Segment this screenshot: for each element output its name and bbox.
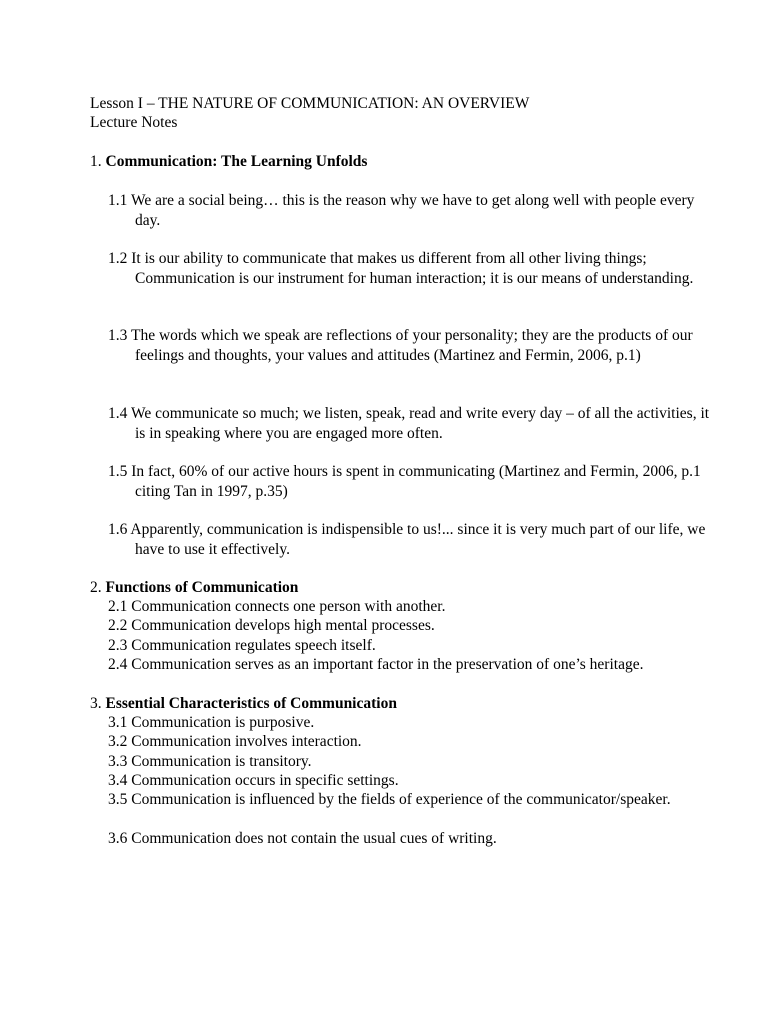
section-2-title: Functions of Communication bbox=[105, 579, 299, 596]
list-item: 1.4 We communicate so much; we listen, speak, read and write every day – of all the activities, it is in speaking where you are engaged more often. bbox=[108, 405, 710, 442]
list-item: 2.4 Communication serves as an important factor in the preservation of one’s heritage. bbox=[108, 656, 644, 673]
list-item: 3.3 Communication is transitory. bbox=[108, 753, 312, 770]
list-item: 3.6 Communication does not contain the usual cues of writing. bbox=[108, 830, 497, 847]
section-1-number: 1. bbox=[90, 153, 102, 170]
list-item: 3.2 Communication involves interaction. bbox=[108, 733, 362, 750]
list-item: 1.2 It is our ability to communicate that makes us different from all other living things; Communication is our instrument for human interaction; it is our means of understanding. bbox=[108, 250, 694, 287]
section-2-number: 2. bbox=[90, 579, 102, 596]
list-item: 3.5 Communication is influenced by the fields of experience of the communicator/speaker. bbox=[108, 791, 671, 808]
list-item: 1.6 Apparently, communication is indispensible to us!... since it is very much part of our life, we have to use it effectively. bbox=[108, 521, 706, 558]
list-item: 2.2 Communication develops high mental processes. bbox=[108, 617, 435, 634]
section-3-number: 3. bbox=[90, 695, 102, 712]
list-item: 3.1 Communication is purposive. bbox=[108, 714, 315, 731]
list-item: 1.1 We are a social being… this is the reason why we have to get along well with people every day. bbox=[108, 192, 695, 229]
list-item: 1.3 The words which we speak are reflections of your personality; they are the products of our feelings and thoughts, your values and attitudes (Martinez and Fermin, 2006, p.1) bbox=[108, 327, 693, 364]
list-item: 2.1 Communication connects one person with another. bbox=[108, 598, 446, 615]
section-3-heading bbox=[90, 694, 397, 714]
lesson-title: Lesson I – THE NATURE OF COMMUNICATION: AN OVERVIEW bbox=[90, 95, 530, 112]
section-1-title: Communication: The Learning Unfolds bbox=[105, 153, 368, 170]
lecture-notes-label: Lecture Notes bbox=[90, 114, 178, 131]
list-item: 1.5 In fact, 60% of our active hours is spent in communicating (Martinez and Fermin, 2006, p.1 citing Tan in 1997, p.35) bbox=[108, 463, 701, 500]
section-3-title: Essential Characteristics of Communication bbox=[105, 695, 397, 712]
list-item: 2.3 Communication regulates speech itself. bbox=[108, 637, 376, 654]
section-1-heading bbox=[90, 152, 367, 172]
section-2-heading bbox=[90, 578, 298, 598]
list-item: 3.4 Communication occurs in specific settings. bbox=[108, 772, 399, 789]
